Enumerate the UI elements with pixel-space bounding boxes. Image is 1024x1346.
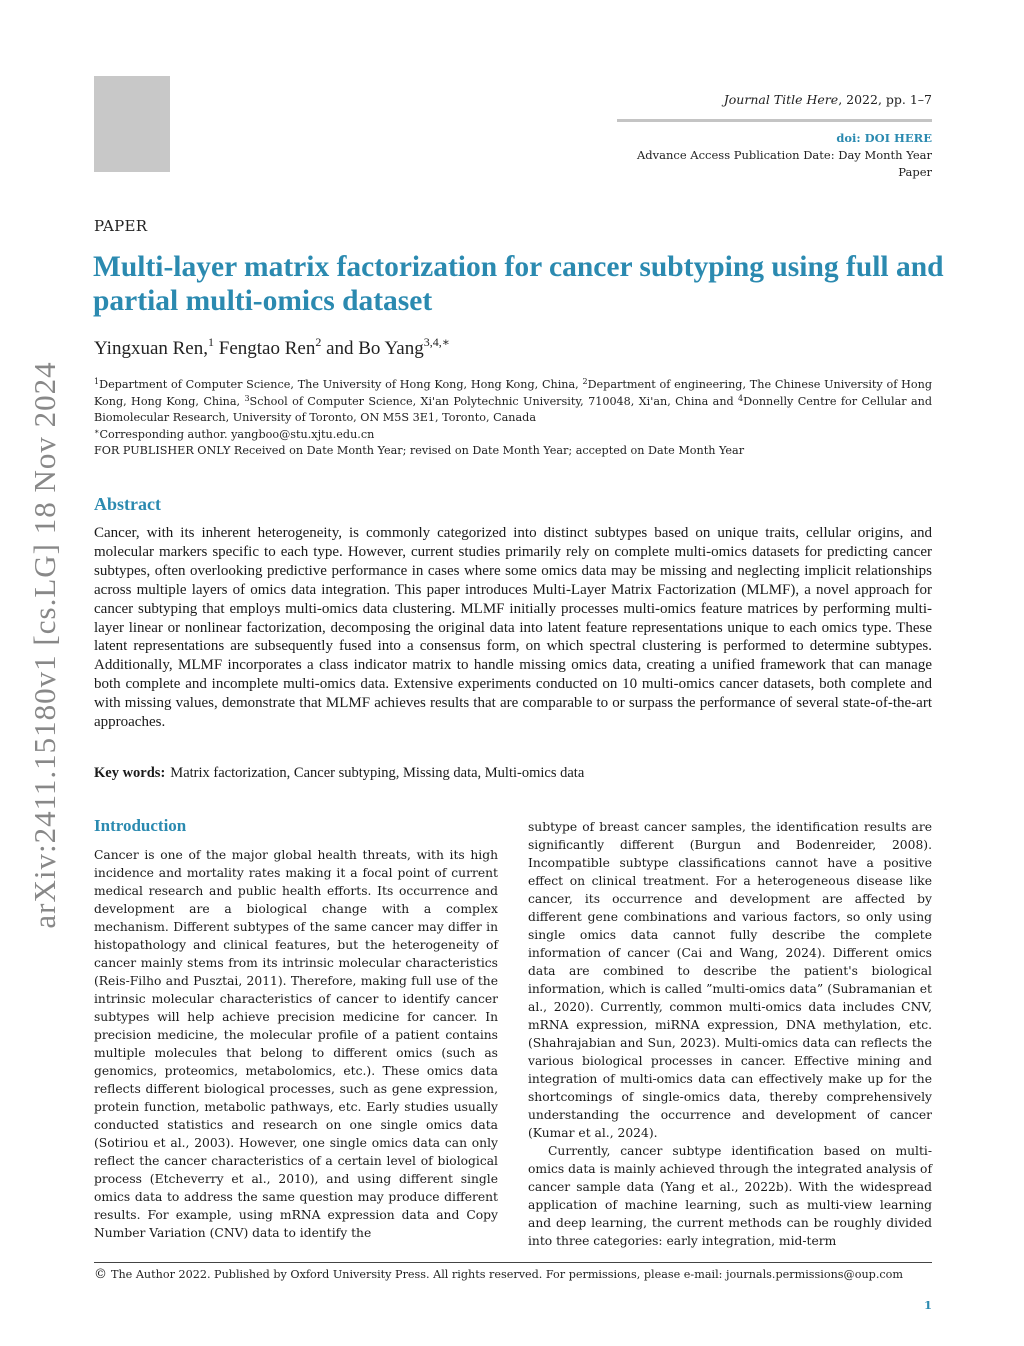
affil-marker: 2 <box>582 377 588 386</box>
affiliation-4: Donnelly Centre for Cellular and Biomolecular Research, University of Toronto, ON M5S 3E1, Toronto, Canada <box>94 394 932 424</box>
corresponding-text: Corresponding author. yangboo@stu.xjtu.edu.cn <box>99 427 375 441</box>
copyright-notice <box>94 1268 932 1282</box>
intro-paragraph-1-continued: subtype of breast cancer samples, the identification results are significantly different (Burgun and Bodenreider, 2008). Incompatible subtype classifications cannot have a positive effect on clinical treatment. For a heterogeneous disease like cancer, its occurrence and development are affected by different gene combinations and various factors, so only using single omics data cannot fully describe the complete information of cancer (Cai and Wang, 2024). Different omics data are combined to describe the patient's biological information, which is called ”multi-omics data” (Subramanian et al., 2020). Currently, common multi-omics data includes CNV, mRNA expression, miRNA expression, DNA methylation, etc. (Shahrajabian and Sun, 2023). Multi-omics data can reflects the various biological processes in cancer. Effective mining and integration of multi-omics data can effectively make up for the shortcomings of single-omics data, thereby comprehensively understanding the occurrence and development of cancer (Kumar et al., 2024). <box>528 820 932 1140</box>
introduction-heading: Introduction <box>94 816 187 835</box>
author-affil-marker: 1 <box>208 335 214 349</box>
author-name: and Bo Yang <box>321 338 424 359</box>
author-affil-marker: 2 <box>315 335 322 349</box>
abstract-heading: Abstract <box>94 494 161 514</box>
keywords <box>94 765 584 782</box>
affiliation-1: Department of Computer Science, The University of Hong Kong, Hong Kong, China, <box>99 378 583 391</box>
keywords-label: Key words: <box>94 765 166 781</box>
author-list <box>94 335 450 360</box>
author-affil-marker: 3,4,∗ <box>423 335 450 349</box>
copyright-icon: © <box>94 1267 107 1282</box>
journal-year-pages: , 2022, pp. 1–7 <box>838 92 932 107</box>
affiliations <box>94 377 932 460</box>
doi-line <box>836 131 932 145</box>
publisher-note: FOR PUBLISHER ONLY Received on Date Month Year; revised on Date Month Year; accepted on Date Month Year <box>94 444 745 457</box>
article-type: Paper <box>898 165 932 179</box>
affiliation-list <box>94 377 932 427</box>
journal-logo-placeholder <box>94 76 170 172</box>
journal-title: Journal Title Here <box>723 92 839 107</box>
publication-date-line: Advance Access Publication Date: Day Month Year <box>636 148 932 162</box>
corresponding-marker: ∗ <box>94 426 100 436</box>
body-column-right <box>528 818 932 1250</box>
intro-paragraph-1: Cancer is one of the major global health threats, with its high incidence and mortality rates making it a focal point of current medical research and public health efforts. Its occurrence and development are a biological change with a complex mechanism. Different subtypes of the same cancer may differ in histopathology and clinical features, but the heterogeneity of cancer mainly stems from its intrinsic molecular characteristics (Reis-Filho and Pusztai, 2011). Therefore, making full use of the intrinsic molecular characteristics of cancer to identify cancer subtypes will help achieve precision medicine for cancer. In precision medicine, the molecular profile of a patient contains multiple molecules that belong to different omics (such as genomics, proteomics, metabolomics, etc.). These omics data reflects different biological processes, such as gene expression, protein function, metabolic pathways, etc. Early studies usually conducted statistics and research on one single omics data (Sotiriou et al., 2003). However, one single omics data can only reflect the cancer characteristics of a certain level of biological process (Etcheverry et al., 2010), and using different single omics data to address the same question may produce different results. For example, using mRNA expression data and Copy Number Variation (CNV) data to identify the <box>94 848 498 1240</box>
paper-title: Multi-layer matrix factorization for cancer subtyping using full and partial multi-omics dataset <box>93 251 944 317</box>
doi-label: doi: <box>836 131 861 145</box>
affil-marker: 1 <box>94 377 100 386</box>
copyright-text: The Author 2022. Published by Oxford University Press. All rights reserved. For permissions, please e-mail: journals.permissions@oup.com <box>111 1268 903 1281</box>
doi-link[interactable]: DOI HERE <box>864 131 932 145</box>
author-name: Yingxuan Ren, <box>94 338 208 359</box>
affil-marker: 4 <box>738 393 744 403</box>
arxiv-stamp: arXiv:2411.15180v1 [cs.LG] 18 Nov 2024 <box>27 361 62 929</box>
affil-marker: 3 <box>244 393 250 403</box>
author-name: Fengtao Ren <box>214 338 316 359</box>
footer-rule <box>94 1262 932 1263</box>
header-rule <box>617 119 932 122</box>
affiliation-2: Department of engineering, The Chinese University of Hong Kong, Hong Kong, China, <box>94 378 932 408</box>
paper-section-label: PAPER <box>94 217 148 235</box>
page-number: 1 <box>923 1298 932 1312</box>
keywords-text: Matrix factorization, Cancer subtyping, Missing data, Multi-omics data <box>170 765 585 781</box>
body-column-left <box>94 846 498 1242</box>
journal-citation <box>724 92 932 107</box>
intro-paragraph-2: Currently, cancer subtype identification based on multi-omics data is mainly achieved through the integrated analysis of cancer sample data (Yang et al., 2022b). With the widespread application of machine learning, such as multi-view learning and deep learning, the current methods can be roughly divided into three categories: early integration, mid-term <box>528 1144 932 1248</box>
affiliation-3: School of Computer Science, Xi'an Polytechnic University, 710048, Xi'an, China and <box>249 394 739 408</box>
abstract-text: Cancer, with its inherent heterogeneity, is commonly categorized into distinct subtypes based on unique traits, cellular origins, and molecular markers specific to each type. However, current studies primarily rely on complete multi-omics datasets for predicting cancer subtypes, often overlooking predictive performance in cases where some omics data may be missing and neglecting implicit relationships across multiple layers of omics data integration. This paper introduces Multi-Layer Matrix Factorization (MLMF), a novel approach for cancer subtyping that employs multi-omics data clustering. MLMF initially processes multi-omics feature matrices by performing multi-layer linear or nonlinear factorization, decomposing the original data into latent feature representations unique to each omics type. These latent representations are subsequently fused into a consensus form, on which spectral clustering is performed to determine subtypes. Additionally, MLMF incorporates a class indicator matrix to handle missing omics data, creating a unified framework that can manage both complete and incomplete multi-omics data. Extensive experiments conducted on 10 multi-omics cancer datasets, both complete and with missing values, demonstrate that MLMF achieves results that are comparable to or surpass the performance of several state-of-the-art approaches. <box>94 525 932 731</box>
corresponding-author <box>94 427 932 444</box>
